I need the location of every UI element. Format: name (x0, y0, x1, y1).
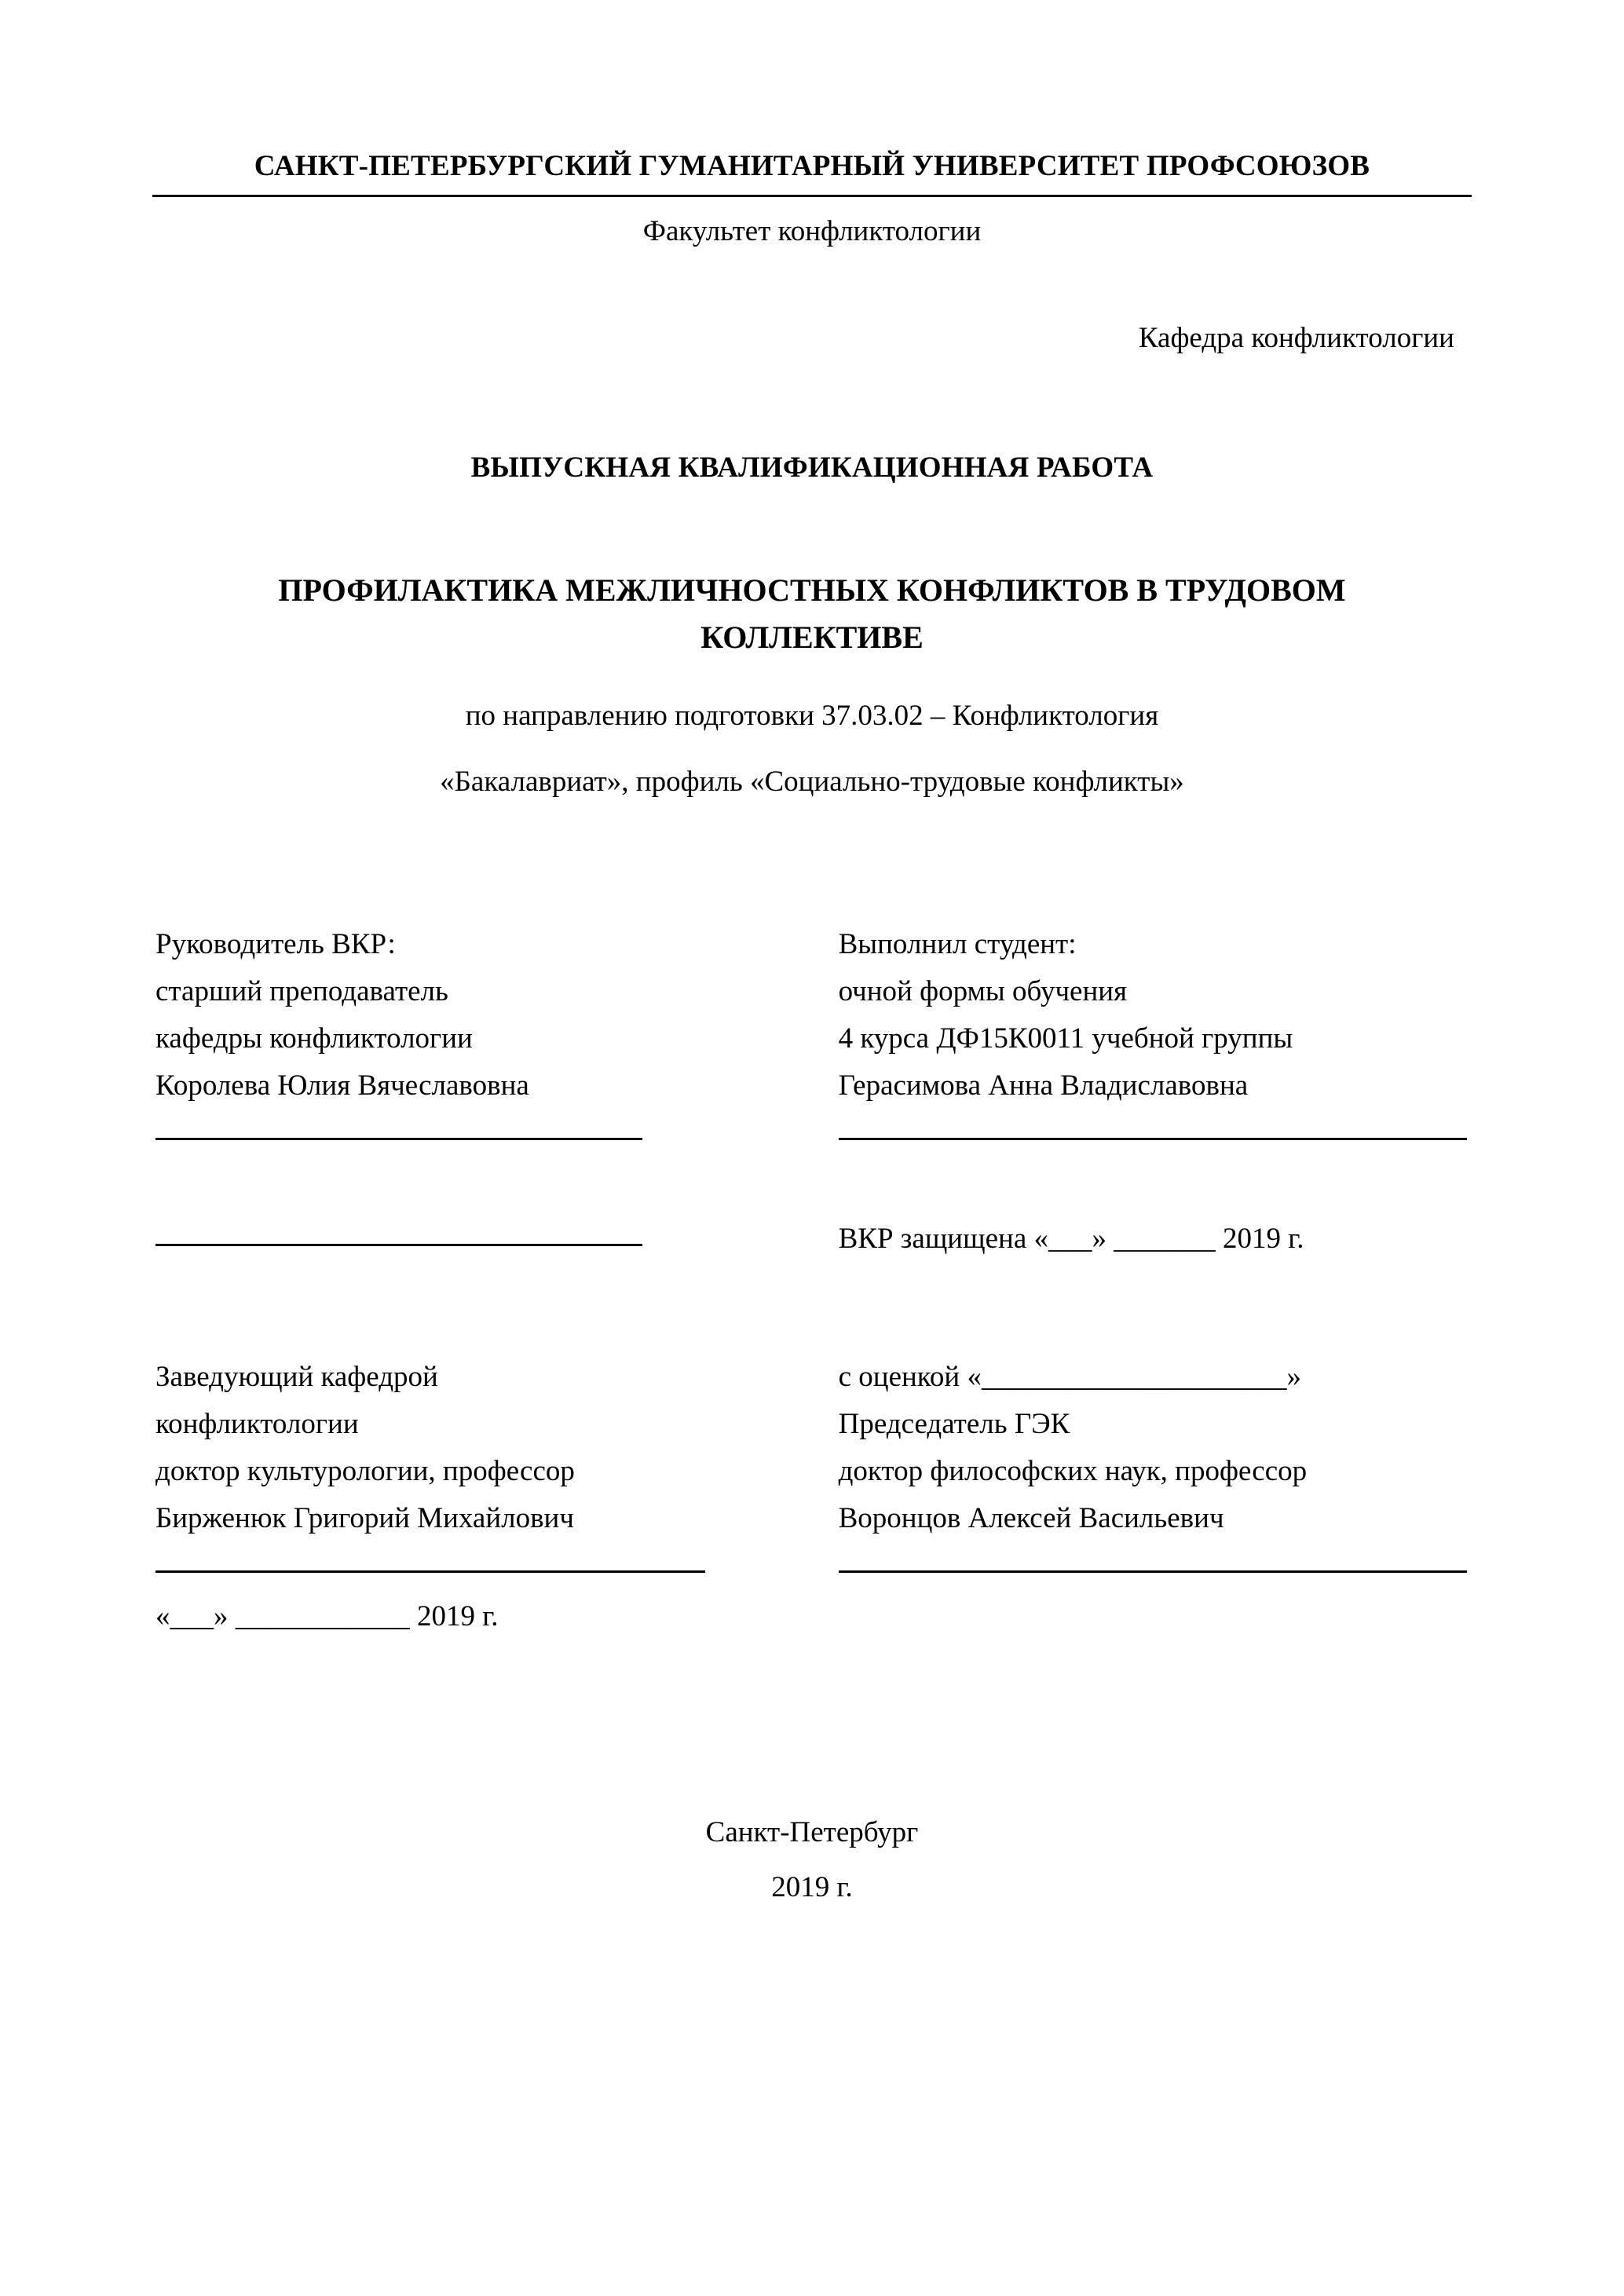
supervisor-name: Королева Юлия Вячеславовна (155, 1069, 529, 1102)
student-group: 4 курса ДФ15К0011 учебной группы (838, 1022, 1293, 1055)
head-degree: доктор культурологии, профессор (155, 1455, 575, 1488)
defense-date: ВКР защищена «___» _______ 2019 г. (838, 1223, 1304, 1256)
city: Санкт-Петербург (705, 1815, 919, 1848)
student-role: Выполнил студент: (838, 928, 1077, 961)
signatures-block-bottom (152, 1354, 1472, 1640)
university-name: САНКТ-ПЕТЕРБУРГСКИЙ ГУМАНИТАРНЫЙ УНИВЕРСИТЕТ ПРОФСОЮЗОВ (254, 150, 1370, 182)
head-date: «___» ____________ 2019 г. (155, 1600, 499, 1632)
study-profile: «Бакалавриат», профиль «Социально-трудовые конфликты» (440, 765, 1184, 798)
chairman-signature-line (839, 1570, 1467, 1573)
department-name: Кафедра конфликтологии (1138, 322, 1454, 355)
work-title: ПРОФИЛАКТИКА МЕЖЛИЧНОСТНЫХ КОНФЛИКТОВ В ТРУДОВОМ КОЛЛЕКТИВЕ (278, 572, 1346, 656)
spacer (155, 1140, 839, 1216)
signatures-block-top (152, 921, 1472, 1263)
student-column (839, 921, 1472, 1263)
chairman-role: Председатель ГЭК (838, 1408, 1070, 1441)
faculty-name: Факультет конфликтологии (642, 215, 982, 248)
header-divider (152, 195, 1472, 197)
chairman-degree: доктор философских наук, профессор (838, 1455, 1308, 1488)
study-direction: по направлению подготовки 37.03.02 – Конфликтология (465, 700, 1159, 733)
supervisor-department: кафедры конфликтологии (155, 1022, 473, 1055)
footer-block (152, 1805, 1472, 1916)
supervisor-column (152, 921, 839, 1263)
head-role: Заведующий кафедрой (155, 1361, 438, 1394)
chairman-name: Воронцов Алексей Васильевич (838, 1501, 1224, 1534)
head-signature-line (155, 1570, 705, 1573)
grade-field: с оценкой «_____________________» (838, 1361, 1301, 1394)
spacer (839, 1140, 1472, 1216)
document-content (152, 149, 1472, 1915)
document-type: ВЫПУСКНАЯ КВАЛИФИКАЦИОННАЯ РАБОТА (470, 452, 1154, 484)
chairman-column (839, 1354, 1472, 1640)
student-form: очной формы обучения (838, 975, 1128, 1008)
supervisor-position: старший преподаватель (155, 975, 448, 1008)
head-of-department-column (152, 1354, 839, 1640)
supervisor-role: Руководитель ВКР: (155, 928, 396, 961)
head-name: Бирженюк Григорий Михайлович (155, 1501, 574, 1534)
supervisor-secondary-signature-line (155, 1244, 642, 1246)
year: 2019 г. (771, 1871, 853, 1904)
head-department: конфликтологии (155, 1408, 359, 1441)
student-name: Герасимова Анна Владиславовна (838, 1069, 1249, 1102)
